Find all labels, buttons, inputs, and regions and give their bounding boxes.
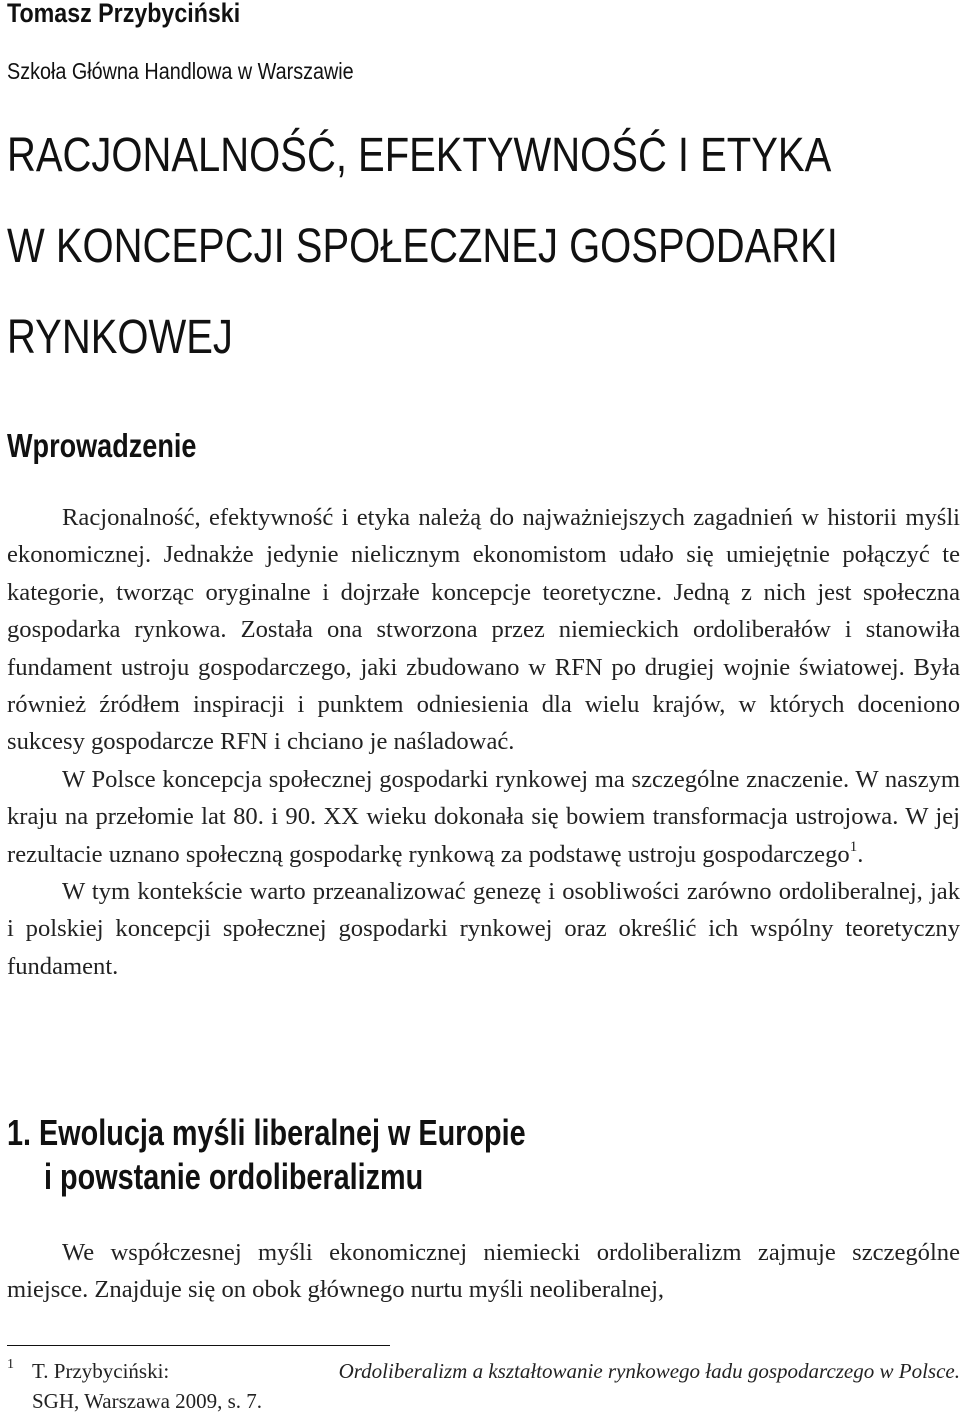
section-1-number: 1. — [7, 1112, 32, 1153]
section-heading-introduction: Wprowadzenie — [7, 427, 197, 464]
author-name: Tomasz Przybyciński — [7, 0, 241, 28]
intro-paragraph-2 — [7, 761, 960, 873]
article-title-line-1: RACJONALNOŚĆ, EFEKTYWNOŚĆ I ETYKA — [7, 129, 832, 182]
section-1-heading-line-1 — [7, 1111, 526, 1155]
intro-paragraph-1: Racjonalność, efektywność i etyka należą do najważniejszych zagadnień w historii myśli ekonomicznej. Jednakże jedynie nielicznym ekonomistom udało się umiejętnie połączyć te kategorie, tworząc oryginalne i dojrzałe koncepcje teoretyczne. Jedną z nich jest społeczna gospodarka rynkowa. Została ona stworzona przez niemieckich ordoliberałów i stanowiła fundament ustroju gospodarczego, jaki zbudowano w RFN po drugiej wojnie światowej. Była również źródłem inspiracji i punktem odniesienia dla wielu krajów, w których doceniono sukcesy gospodarcze RFN i chciano je naśladować. — [7, 504, 960, 756]
footnote-author: T. Przybyciński: — [32, 1359, 170, 1383]
section-1-body — [7, 1234, 960, 1309]
section-1-title-line-1: Ewolucja myśli liberalnej w Europie — [39, 1112, 526, 1153]
footnote-1 — [7, 1356, 960, 1416]
footnote-mark: 1 — [7, 1357, 14, 1372]
intro-paragraph-3: W tym kontekście warto przeanalizować genezę i osobliwości zarówno ordoliberalnej, jak i polskiej koncepcji społecznej gospodarki rynkowej oraz określić ich wspólny teoretyczny fundament. — [7, 878, 960, 980]
article-title-line-3: RYNKOWEJ — [7, 311, 233, 364]
article-title-line-2: W KONCEPCJI SPOŁECZNEJ GOSPODARKI — [7, 220, 838, 273]
intro-paragraph-2-text: W Polsce koncepcja społecznej gospodarki rynkowej ma szczególne znaczenie. W naszym kraju na przełomie lat 80. i 90. XX wieku dokonała się bowiem transformacja ustrojowa. W jej rezultacie uznano społeczną gospodarkę rynkową za podstawę ustroju gospodarczego — [7, 765, 960, 868]
footnote-publisher: SGH, Warszawa 2009, s. 7. — [32, 1389, 263, 1413]
footnote-title: Ordoliberalizm a kształtowanie rynkowego ładu gospodarczego w Polsce. — [338, 1359, 960, 1383]
footnote-line-1 — [32, 1356, 960, 1386]
introduction-body — [7, 499, 960, 985]
footnote-body — [32, 1356, 960, 1416]
footnote-reference[interactable]: 1 — [849, 839, 858, 856]
author-affiliation: Szkoła Główna Handlowa w Warszawie — [7, 58, 354, 84]
section-1-title-line-2: i powstanie ordoliberalizmu — [44, 1156, 424, 1197]
footnote-separator — [7, 1345, 390, 1346]
intro-paragraph-2-end: . — [857, 840, 864, 868]
section-1-paragraph-1: We współczesnej myśli ekonomicznej niemiecki ordoliberalizm zajmuje szczególne miejsce. Znajduje się on obok głównego nurtu myśli neoliberalnej, — [7, 1239, 960, 1304]
